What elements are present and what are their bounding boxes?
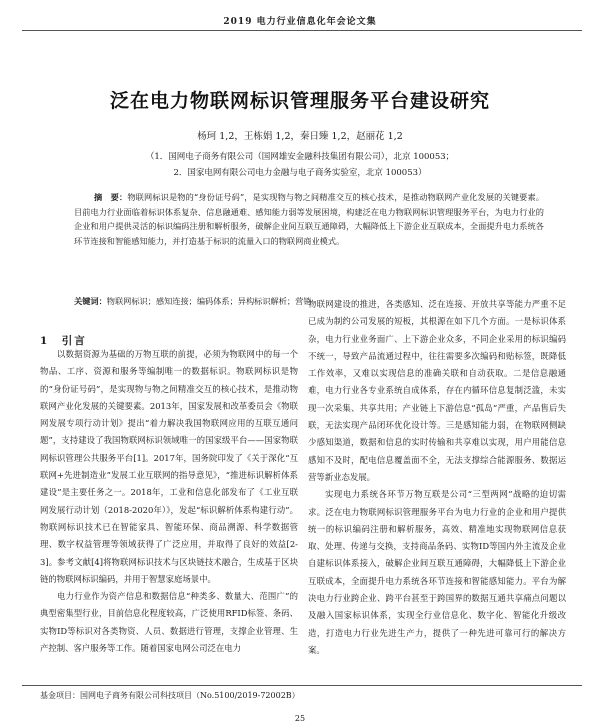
body-paragraph: 实现电力系统各环节万物互联是公司“三型两网”战略的迫切需求。泛在电力物联网标识管理服务平台为电力行业的企业和用户提供统一的标识编码注册和解析服务，高效、精准地实现物联网信息获取、处理、传递与交换，支持商品条码、实物ID等国内外主流及企业自建标识体系接入，破解企业间互联互通障碍，大幅降低上下游企业互联成本，全面提升电力系统各环节连接和智能感知能力。平台为解决电力行业跨企业、跨平台甚至于跨国界的数据互通共享痛点问题以及融入国家标识体系，实现全行业信息化、数字化、智能化升级改造，打造电力行业先进生产力，提供了一种先进可靠可行的解决方案。 (308, 489, 566, 655)
body-paragraph: 电力行业作为资产信息和数据信息“种类多、数量大、范围广”的典型密集型行业，目前信息化程度较高，广泛使用RFID标签、条码、实物ID等标识对各类物资、人员、数据进行管理，支撑企业管理、生产控制、客户服务等工作。随着国家电网公司泛在电力 (40, 591, 298, 654)
funding-footnote: 基金项目：国网电子商务有限公司科技项目（No.5100/2019-72002B） (40, 691, 300, 700)
paper-title: 泛在电力物联网标识管理服务平台建设研究 (109, 90, 490, 112)
abstract-text: 物联网标识是物的“身份证号码”，是实现物与物之间精准交互的核心技术，是推动物联网产业化发展的关键要素。目前电力行业面临着标识体系复杂、信息融通难、感知能力弱等发展困境，构建泛在电力物联网标识管理服务平台，为电力行业的企业和用户提供灵活的标识编码注册和解析服务，破解企业间互联互通障碍，大幅降低上下游企业互联成本，全面提升电力系统各环节连接和智能感知能力，并打造基于标识的流量入口的物联网商业模式。 (74, 192, 544, 246)
abstract-label: 摘 要： (94, 192, 128, 202)
author-list: 杨珂 1,2，王栋娟 1,2，秦日臻 1,2，赵丽花 1,2 (197, 131, 403, 142)
section-heading-introduction: 1 引言 (40, 335, 87, 347)
left-column (40, 346, 298, 657)
header-rule (22, 30, 582, 31)
running-header: 2019 电力行业信息化年会论文集 (223, 17, 377, 27)
right-column (308, 296, 566, 659)
page-number: 25 (294, 714, 306, 723)
footnote-rule (22, 685, 582, 686)
affiliation-2: 2．国家电网有限公司电力金融与电子商务实验室，北京 100053） (173, 168, 427, 178)
affiliation-1: （1．国网电子商务有限公司（国网雄安金融科技集团有限公司），北京 100053； (145, 152, 455, 162)
abstract-block (74, 190, 544, 248)
body-paragraph: 物联网建设的推进，各类感知、泛在连接、开放共享等能力严重不足已成为制约公司发展的短板，其根源在如下几个方面。一是标识体系杂，电力行业业务面广、上下游企业众多，不同企业采用的标识编码不统一，导致产品流通过程中，往往需要多次编码和贴标签，既降低工作效率，又难以实现信息的准确关联和自动获取。二是信息融通难，电力行业各专业系统自成体系，存在内循环信息复制泛滥，未实现一次采集、共享共用；产业链上下游信息“孤岛”严重，产品售后失联，无法实现产品闭环优化设计等。三是感知能力弱，在物联网侧缺少感知渠道，数据和信息的实时传输和共享难以实现，用户用能信息感知不及时，配电信息覆盖面不全，无法支撑综合能源服务、数据运营等新业态发展。 (308, 299, 566, 482)
keywords-text: 物联网标识；感知连接；编码体系；异构标识解析；营销 (106, 296, 312, 306)
keywords-label: 关键词： (74, 296, 107, 306)
body-paragraph: 以数据资源为基础的万物互联的前提，必须为物联网中的每一个物品、工序、资源和服务等编制唯一的数据标识。物联网标识是物的“身份证号码”，是实现物与物之间精准交互的核心技术，是推动物联网产业化发展的关键要素。2013年，国家发展和改革委员会《物联网发展专项行动计划》提出“着力解决我国物联网应用的互联互通问题”，支持建设了我国物联网标识领域唯一的国家级平台——国家物联网标识管理公共服务平台[1]。2017年，国务院印发了《关于深化“互联网+先进制造业”发展工业互联网的指导意见》，“推进标识解析体系建设”是主要任务之一。2018年，工业和信息化部发布了《工业互联网发展行动计划（2018-2020年）》，发起“标识解析体系构建行动”。物联网标识技术已在智能家具、智能环保、商品溯源、科学数据管理、数字权益管理等领域获得了广泛应用，并取得了良好的效益[2-3]。参考文献[4]将物联网标识技术与区块链技术融合，生成基于区块链的物联网标识编码，并用于智慧家庭场景中。 (40, 349, 298, 584)
